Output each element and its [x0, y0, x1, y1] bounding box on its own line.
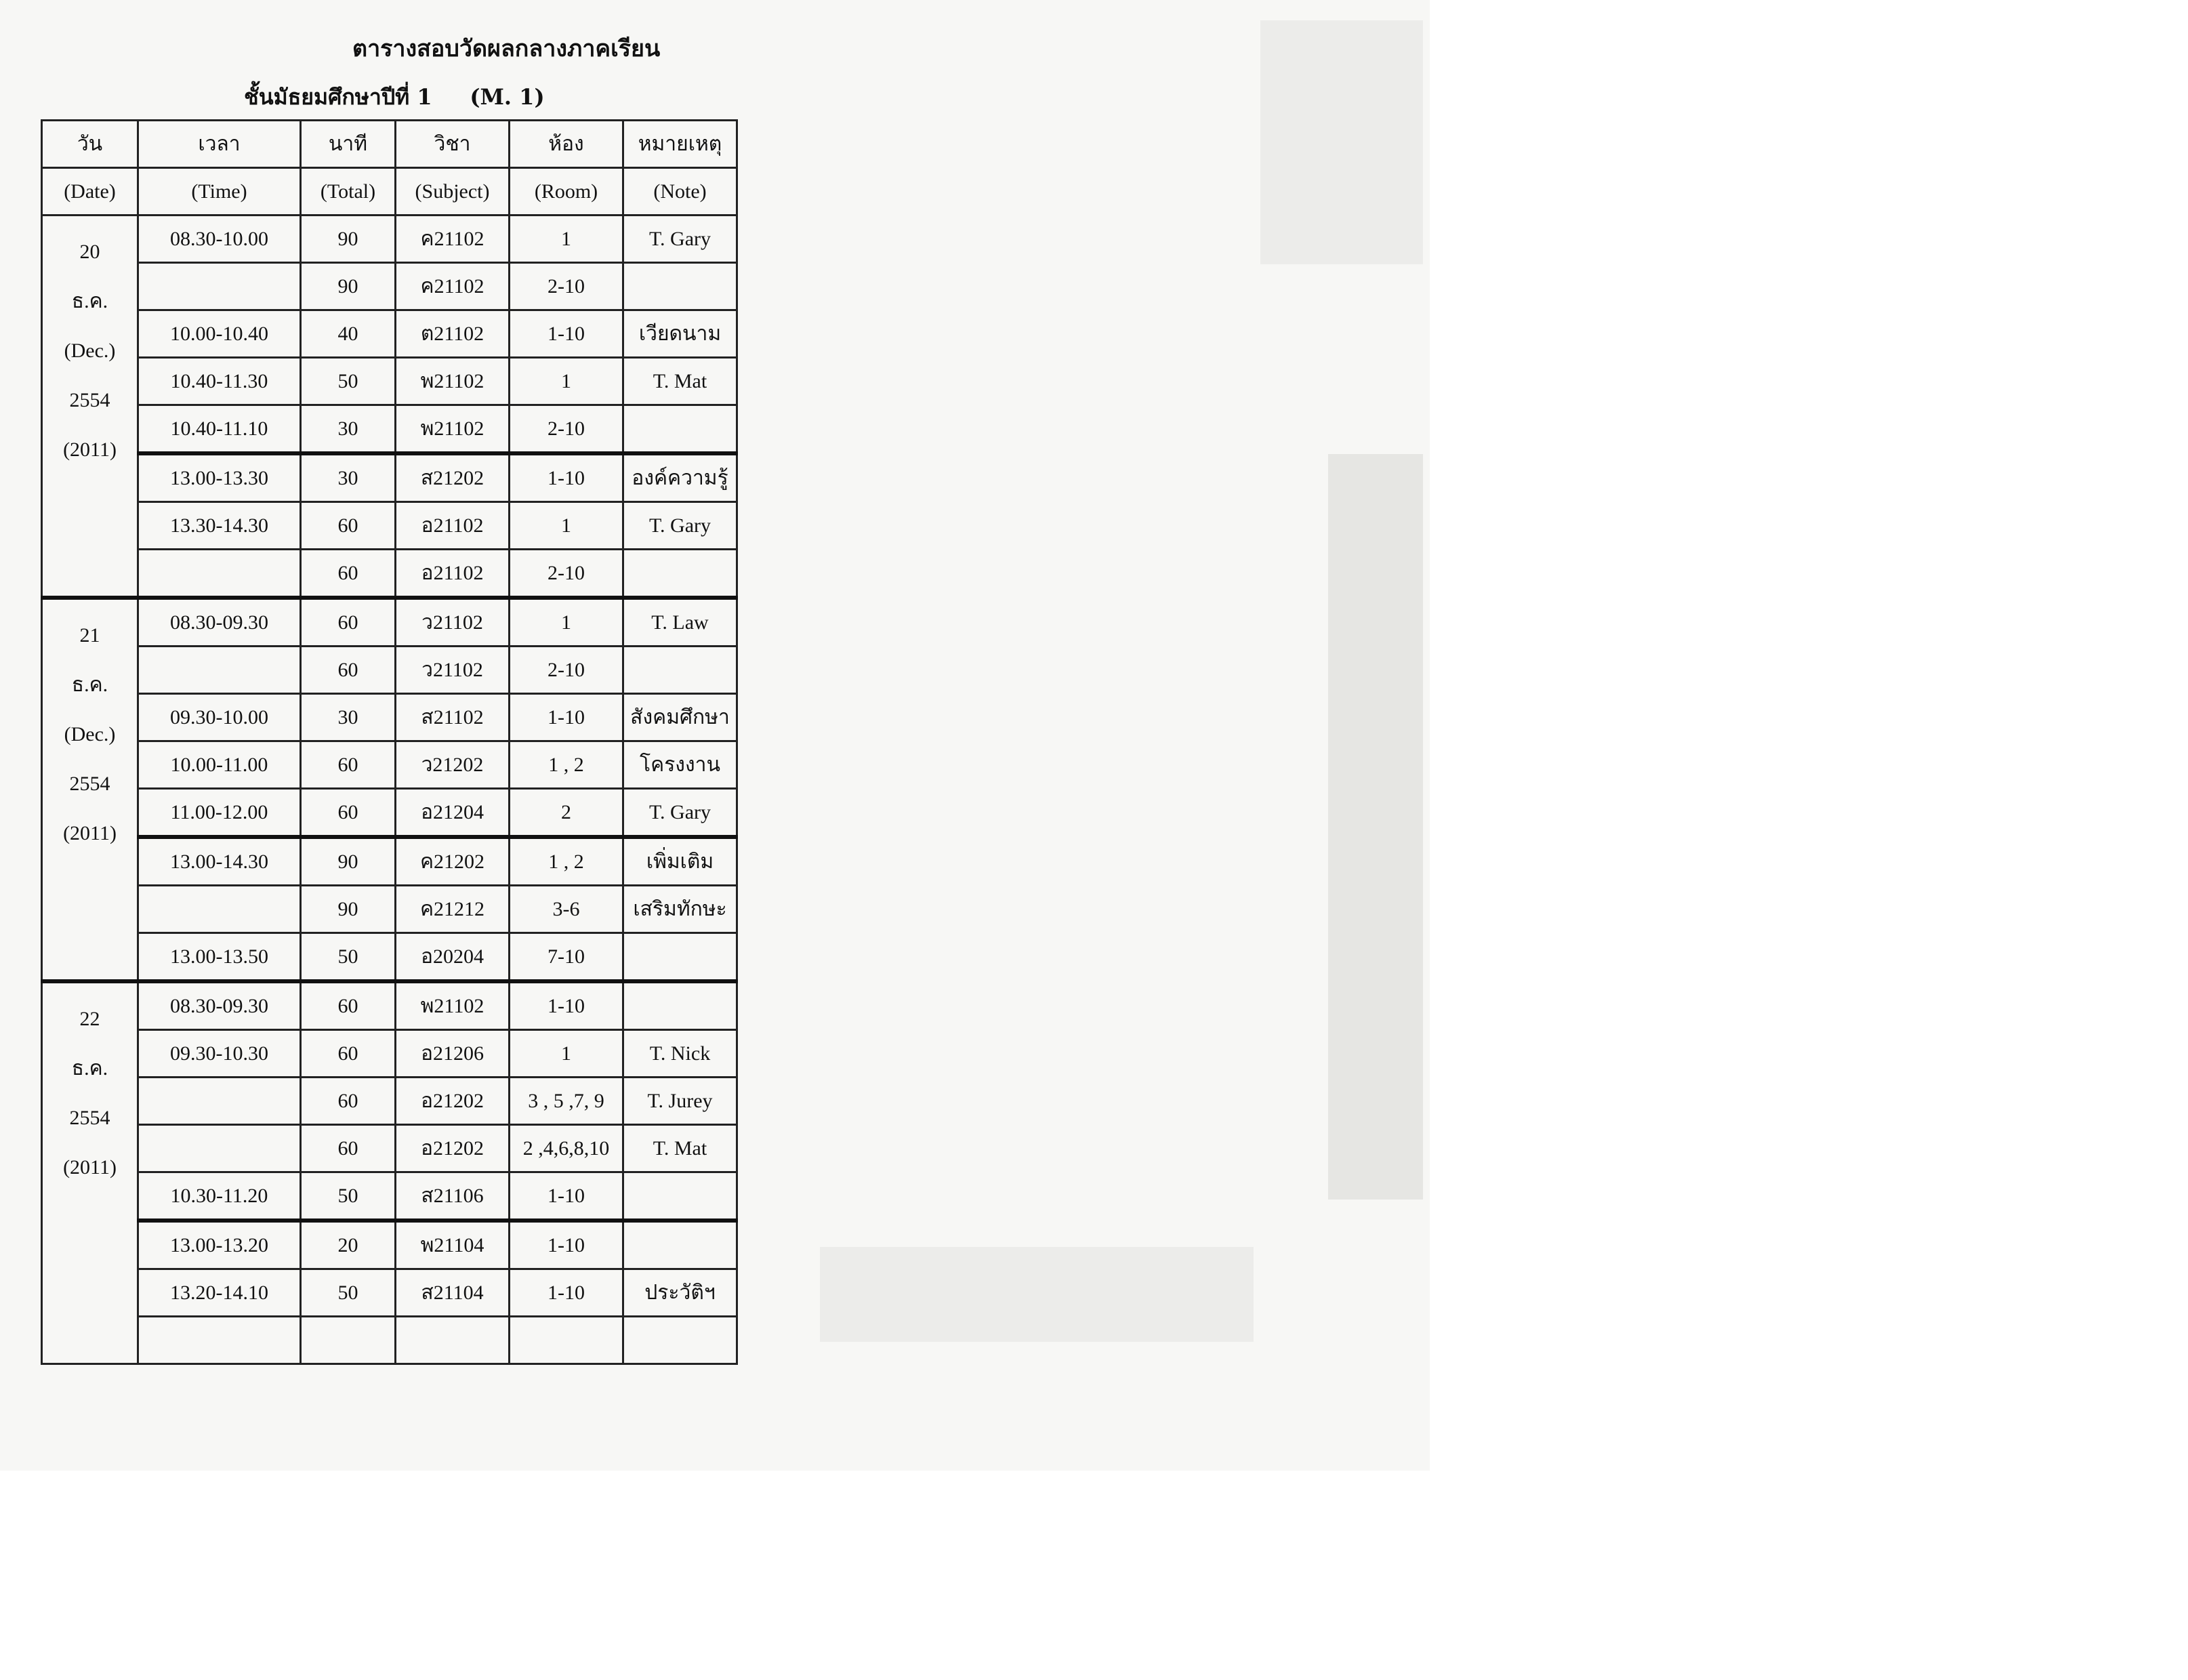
cell-total: 60: [301, 981, 396, 1030]
cell-total: 60: [301, 1125, 396, 1172]
table-row: [42, 741, 737, 789]
header-room-en: (Room): [510, 168, 623, 216]
empty-cell: [396, 1317, 510, 1364]
cell-subject: อ20204: [396, 933, 510, 982]
cell-room: 1: [510, 502, 623, 550]
date-line: ธ.ค.: [71, 1057, 108, 1080]
scan-shading: [820, 1247, 1254, 1342]
date-line: (Dec.): [64, 340, 116, 362]
cell-time: 13.30-14.30: [138, 502, 301, 550]
cell-room: 2: [510, 789, 623, 838]
cell-note: ประวัติฯ: [623, 1269, 737, 1317]
cell-note: T. Gary: [623, 502, 737, 550]
table-row: [42, 981, 737, 1030]
cell-subject: ค21212: [396, 886, 510, 933]
cell-room: 2-10: [510, 263, 623, 310]
table-row: [42, 358, 737, 405]
cell-time: [138, 886, 301, 933]
cell-subject: ต21102: [396, 310, 510, 358]
cell-subject: อ21202: [396, 1125, 510, 1172]
scan-shading: [1328, 454, 1423, 1200]
cell-time: 10.40-11.10: [138, 405, 301, 454]
table-row: [42, 405, 737, 454]
cell-total: 50: [301, 1269, 396, 1317]
cell-note: T. Mat: [623, 1125, 737, 1172]
cell-time: 10.30-11.20: [138, 1172, 301, 1221]
table-row: [42, 1125, 737, 1172]
cell-note: T. Mat: [623, 358, 737, 405]
table-row: [42, 502, 737, 550]
cell-room: 1-10: [510, 694, 623, 741]
table-row: [42, 216, 737, 263]
cell-note: [623, 1172, 737, 1221]
empty-cell: [138, 1317, 301, 1364]
date-line: ธ.ค.: [71, 674, 108, 696]
date-cell: [42, 598, 138, 981]
cell-total: 90: [301, 216, 396, 263]
cell-total: 60: [301, 550, 396, 598]
cell-time: 10.40-11.30: [138, 358, 301, 405]
cell-room: 1 , 2: [510, 837, 623, 886]
cell-note: T. Gary: [623, 216, 737, 263]
cell-total: 90: [301, 263, 396, 310]
cell-note: T. Jurey: [623, 1078, 737, 1125]
header-note-en: (Note): [623, 168, 737, 216]
cell-room: 1: [510, 1030, 623, 1078]
cell-note: [623, 981, 737, 1030]
empty-cell: [510, 1317, 623, 1364]
table-row: [42, 453, 737, 502]
cell-total: 60: [301, 502, 396, 550]
cell-note: [623, 1221, 737, 1269]
empty-cell: [623, 1317, 737, 1364]
cell-total: 30: [301, 694, 396, 741]
cell-subject: อ21202: [396, 1078, 510, 1125]
cell-time: 13.00-14.30: [138, 837, 301, 886]
cell-note: T. Law: [623, 598, 737, 647]
cell-total: 60: [301, 741, 396, 789]
cell-total: 60: [301, 647, 396, 694]
date-line: 20: [79, 241, 100, 263]
cell-room: 3-6: [510, 886, 623, 933]
table-row: [42, 1221, 737, 1269]
cell-room: 1-10: [510, 1269, 623, 1317]
cell-note: [623, 647, 737, 694]
date-line: (2011): [63, 822, 117, 844]
cell-total: 20: [301, 1221, 396, 1269]
cell-time: [138, 550, 301, 598]
cell-note: องค์ความรู้: [623, 453, 737, 502]
cell-time: 09.30-10.00: [138, 694, 301, 741]
cell-time: [138, 647, 301, 694]
exam-schedule-table: [41, 119, 738, 1365]
cell-time: 13.00-13.20: [138, 1221, 301, 1269]
cell-time: [138, 1078, 301, 1125]
cell-note: เวียดนาม: [623, 310, 737, 358]
table-row: [42, 1030, 737, 1078]
header-time-th: เวลา: [138, 121, 301, 168]
cell-time: 08.30-10.00: [138, 216, 301, 263]
date-cell: [42, 981, 138, 1364]
cell-subject: ว21102: [396, 647, 510, 694]
header-total-en: (Total): [301, 168, 396, 216]
cell-subject: ค21102: [396, 263, 510, 310]
cell-room: 1-10: [510, 453, 623, 502]
header-subject-en: (Subject): [396, 168, 510, 216]
table-row: [42, 1078, 737, 1125]
cell-total: 30: [301, 453, 396, 502]
header-total-th: นาที: [301, 121, 396, 168]
cell-total: 50: [301, 358, 396, 405]
cell-room: 1-10: [510, 981, 623, 1030]
table-row: [42, 263, 737, 310]
date-line: (2011): [63, 438, 117, 461]
cell-note: เสริมทักษะ: [623, 886, 737, 933]
cell-total: 90: [301, 886, 396, 933]
document-title: ตารางสอบวัดผลกลางภาคเรียน: [352, 35, 661, 62]
cell-subject: อ21102: [396, 502, 510, 550]
header-room-th: ห้อง: [510, 121, 623, 168]
cell-room: 1-10: [510, 1172, 623, 1221]
table-row: [42, 598, 737, 647]
cell-note: [623, 550, 737, 598]
cell-room: 2 ,4,6,8,10: [510, 1125, 623, 1172]
cell-total: 60: [301, 789, 396, 838]
table-row: [42, 789, 737, 838]
cell-subject: ส21202: [396, 453, 510, 502]
cell-room: 2-10: [510, 647, 623, 694]
cell-note: เพิ่มเติม: [623, 837, 737, 886]
header-subject-th: วิชา: [396, 121, 510, 168]
cell-time: 13.20-14.10: [138, 1269, 301, 1317]
cell-time: 10.00-11.00: [138, 741, 301, 789]
table-row: [42, 550, 737, 598]
cell-subject: ส21106: [396, 1172, 510, 1221]
date-line: 2554: [69, 389, 110, 411]
cell-total: 90: [301, 837, 396, 886]
cell-room: 1-10: [510, 1221, 623, 1269]
cell-subject: ค21102: [396, 216, 510, 263]
date-line: 2554: [69, 773, 110, 795]
cell-room: 1 , 2: [510, 741, 623, 789]
cell-time: 08.30-09.30: [138, 598, 301, 647]
document-subtitle: ชั้นมัธยมศึกษาปีที่ 1 (M. 1): [244, 84, 545, 110]
cell-time: 11.00-12.00: [138, 789, 301, 838]
date-line: (2011): [63, 1156, 117, 1179]
empty-row: [42, 1317, 737, 1364]
cell-room: 1: [510, 598, 623, 647]
cell-time: 13.00-13.50: [138, 933, 301, 982]
cell-time: 09.30-10.30: [138, 1030, 301, 1078]
cell-note: T. Nick: [623, 1030, 737, 1078]
cell-subject: ส21102: [396, 694, 510, 741]
empty-cell: [301, 1317, 396, 1364]
cell-room: 2-10: [510, 405, 623, 454]
cell-total: 60: [301, 1078, 396, 1125]
cell-total: 60: [301, 598, 396, 647]
cell-total: 50: [301, 933, 396, 982]
table-row: [42, 933, 737, 982]
cell-subject: ค21202: [396, 837, 510, 886]
header-date-th: วัน: [42, 121, 138, 168]
cell-subject: ส21104: [396, 1269, 510, 1317]
cell-note: สังคมศึกษา: [623, 694, 737, 741]
cell-subject: พ21104: [396, 1221, 510, 1269]
cell-time: 13.00-13.30: [138, 453, 301, 502]
header-time-en: (Time): [138, 168, 301, 216]
cell-time: [138, 1125, 301, 1172]
table-row: [42, 647, 737, 694]
cell-subject: พ21102: [396, 981, 510, 1030]
cell-subject: พ21102: [396, 358, 510, 405]
cell-total: 50: [301, 1172, 396, 1221]
cell-subject: อ21102: [396, 550, 510, 598]
cell-room: 1: [510, 216, 623, 263]
cell-subject: ว21202: [396, 741, 510, 789]
cell-subject: พ21102: [396, 405, 510, 454]
table-row: [42, 694, 737, 741]
cell-room: 7-10: [510, 933, 623, 982]
cell-room: 2-10: [510, 550, 623, 598]
cell-total: 60: [301, 1030, 396, 1078]
table-row: [42, 837, 737, 886]
date-cell: [42, 216, 138, 598]
cell-total: 30: [301, 405, 396, 454]
cell-note: โครงงาน: [623, 741, 737, 789]
date-line: 2554: [69, 1107, 110, 1129]
cell-note: [623, 933, 737, 982]
table-row: [42, 886, 737, 933]
date-line: 21: [79, 624, 100, 647]
cell-subject: ว21102: [396, 598, 510, 647]
cell-time: [138, 263, 301, 310]
header-date-en: (Date): [42, 168, 138, 216]
date-line: (Dec.): [64, 723, 116, 745]
date-line: ธ.ค.: [71, 290, 108, 312]
cell-subject: อ21204: [396, 789, 510, 838]
cell-note: [623, 263, 737, 310]
header-note-th: หมายเหตุ: [623, 121, 737, 168]
cell-room: 1: [510, 358, 623, 405]
date-line: 22: [79, 1008, 100, 1030]
cell-note: T. Gary: [623, 789, 737, 838]
cell-time: 08.30-09.30: [138, 981, 301, 1030]
table-row: [42, 310, 737, 358]
scan-shading: [1260, 20, 1423, 264]
cell-total: 40: [301, 310, 396, 358]
header-row-thai: [42, 121, 737, 168]
table-row: [42, 1172, 737, 1221]
cell-time: 10.00-10.40: [138, 310, 301, 358]
header-row-english: [42, 168, 737, 216]
cell-note: [623, 405, 737, 454]
cell-subject: อ21206: [396, 1030, 510, 1078]
cell-room: 3 , 5 ,7, 9: [510, 1078, 623, 1125]
table-row: [42, 1269, 737, 1317]
cell-room: 1-10: [510, 310, 623, 358]
